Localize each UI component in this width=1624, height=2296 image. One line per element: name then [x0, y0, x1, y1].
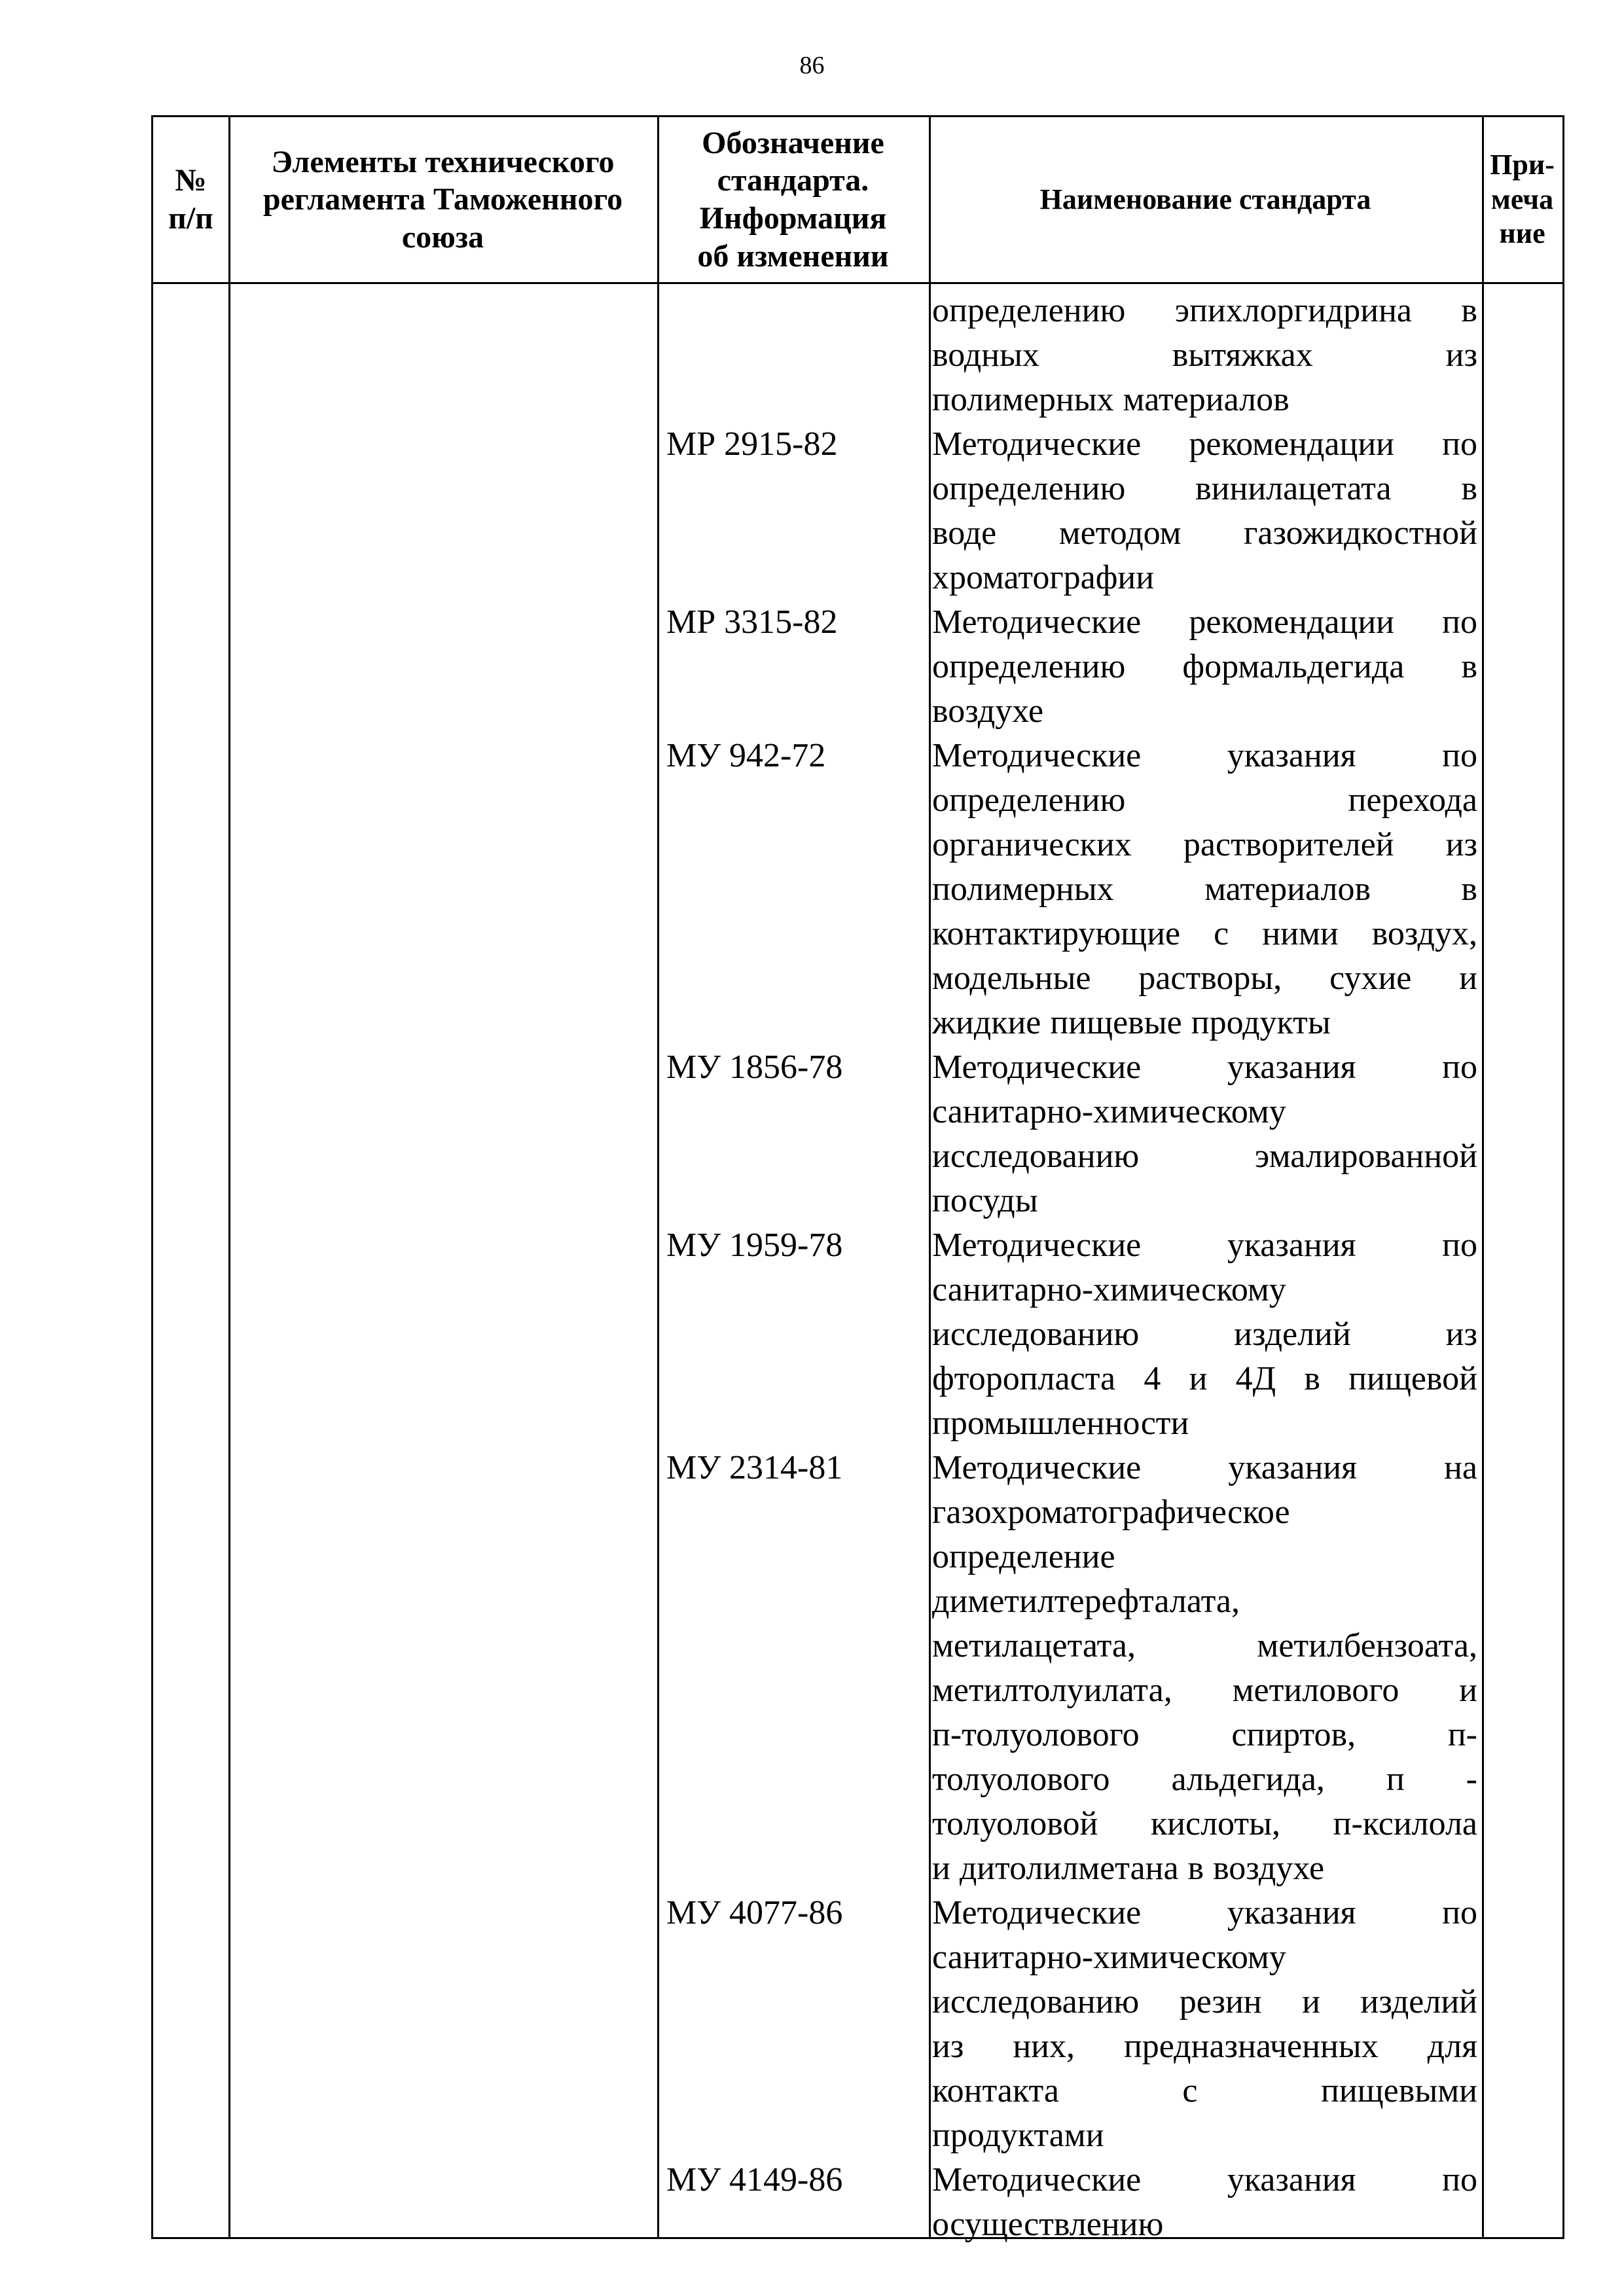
word: Методические — [932, 603, 1142, 641]
header-designation-line: Обозначение — [702, 125, 884, 160]
word: санитарно-химическому — [932, 1939, 1286, 1976]
word: указания — [1227, 1227, 1356, 1264]
header-notes-line: При- — [1490, 148, 1555, 181]
header-divider — [153, 282, 1562, 284]
word: пищевыми — [1320, 2072, 1477, 2109]
word: пищевой — [1348, 1360, 1477, 1397]
standard-name-line — [932, 867, 1477, 912]
standard-name-line — [932, 1891, 1477, 1935]
word: растворителей — [1183, 826, 1394, 863]
word: диметилтерефталата, — [932, 1583, 1240, 1620]
word: органических — [932, 826, 1132, 863]
word: методом — [1058, 514, 1182, 552]
word: винилацетата — [1195, 470, 1392, 507]
word: Методические — [932, 737, 1142, 774]
header-elements-line: Элементы технического — [271, 144, 615, 179]
standard-name-line — [932, 2202, 1477, 2247]
header-number-line: п/п — [168, 201, 213, 236]
standard-name-line — [932, 378, 1477, 422]
word: растворы, — [1138, 960, 1282, 997]
word: и — [1459, 960, 1477, 997]
word: модельные — [932, 960, 1091, 997]
word: толуолового — [932, 1761, 1110, 1798]
standard-name-line — [932, 1579, 1477, 1624]
word: контакта — [932, 2072, 1059, 2109]
word: вытяжках — [1172, 336, 1313, 374]
word: перехода — [1348, 781, 1477, 819]
word: санитарно-химическому — [932, 1271, 1286, 1308]
word: п-толуолового — [932, 1716, 1140, 1753]
word: изделий — [1234, 1316, 1351, 1353]
standard-code: МР 3315-82 — [666, 603, 838, 641]
standard-code: МУ 4149-86 — [666, 2161, 843, 2198]
standard-name-line — [932, 689, 1477, 734]
word: сухие — [1329, 960, 1412, 997]
word: продукты — [1191, 1004, 1331, 1041]
word: и — [932, 1850, 950, 1887]
word: изделий — [1360, 1983, 1477, 2020]
standard-name-line — [932, 956, 1477, 1001]
word: ними — [1262, 915, 1339, 952]
word: фторопласта — [932, 1360, 1116, 1397]
header-name-line: Наименование стандарта — [1039, 183, 1371, 215]
standard-name-line — [932, 600, 1477, 645]
word: п — [1386, 1761, 1405, 1798]
page-number: 86 — [799, 52, 825, 79]
word: промышленности — [932, 1405, 1189, 1442]
word: с — [1214, 915, 1229, 952]
standard-name-line — [932, 1134, 1477, 1179]
standard-code: МУ 2314-81 — [666, 1449, 843, 1486]
header-number — [153, 117, 228, 282]
standard-name-line — [932, 1223, 1477, 1268]
header-elements-line: союза — [401, 219, 484, 255]
word: продуктами — [932, 2117, 1104, 2154]
header-elements — [228, 117, 657, 282]
word: Методические — [932, 2161, 1142, 2198]
standard-name-line — [932, 1179, 1477, 1223]
word: спиртов, — [1231, 1716, 1356, 1753]
word: рекомендации — [1189, 603, 1394, 641]
standard-name-line — [932, 1357, 1477, 1401]
standard-code: МУ 4077-86 — [666, 1894, 843, 1931]
word: материалов — [1123, 381, 1290, 418]
word: и — [1302, 1983, 1320, 2020]
word: полимерных — [932, 870, 1114, 908]
standard-name-line — [932, 289, 1477, 333]
standard-name-line — [932, 1846, 1477, 1891]
header-elements-line: регламента Таможенного — [262, 182, 623, 217]
standard-name-line — [932, 645, 1477, 689]
standard-name-line — [932, 1446, 1477, 1490]
word: осуществлению — [932, 2206, 1164, 2243]
word: дитолилметана — [959, 1850, 1179, 1887]
word: для — [1427, 2028, 1477, 2065]
standard-names — [932, 289, 1477, 2247]
header-designation-line: Информация — [699, 201, 887, 236]
word: формальдегида — [1182, 648, 1405, 685]
word: кислоты, — [1150, 1805, 1281, 1842]
word: эмалированной — [1254, 1138, 1477, 1175]
word: в — [1461, 648, 1477, 685]
standard-name-line — [932, 333, 1477, 378]
standard-name-line — [932, 1802, 1477, 1846]
column-divider — [929, 117, 931, 2237]
word: Методические — [932, 1049, 1142, 1086]
header-notes-line: ние — [1499, 217, 1545, 250]
word: метилбензоата, — [1257, 1627, 1477, 1664]
word: указания — [1227, 737, 1356, 774]
word: посуды — [932, 1182, 1038, 1219]
standard-name-line — [932, 2069, 1477, 2113]
word: воздухе — [1213, 1850, 1325, 1887]
standard-name-line — [932, 778, 1477, 823]
standard-name-line — [932, 1535, 1477, 1579]
word: газожидкостной — [1244, 514, 1477, 552]
word: в — [1461, 470, 1477, 507]
standard-name-line — [932, 1090, 1477, 1134]
standard-name-line — [932, 511, 1477, 556]
standard-code: МУ 1856-78 — [666, 1049, 843, 1086]
standard-name-line — [932, 1490, 1477, 1535]
standard-name-line — [932, 1045, 1477, 1090]
word: пищевые — [1050, 1004, 1182, 1041]
word: указания — [1228, 1449, 1358, 1486]
word: Методические — [932, 425, 1142, 463]
word: определение — [932, 1538, 1115, 1575]
standard-name-line — [932, 422, 1477, 467]
word: в — [1461, 870, 1477, 908]
word: по — [1442, 1227, 1477, 1264]
word: - — [1466, 1761, 1477, 1798]
word: из — [932, 2028, 964, 2065]
word: полимерных — [932, 381, 1114, 418]
word: метилацетата, — [932, 1627, 1136, 1664]
word: исследованию — [932, 1138, 1140, 1175]
word: п-ксилола — [1333, 1805, 1477, 1842]
standard-name-line — [932, 2113, 1477, 2158]
word: по — [1442, 603, 1477, 641]
word: жидкие — [932, 1004, 1041, 1041]
standard-code: МУ 1959-78 — [666, 1227, 843, 1264]
column-divider — [228, 117, 230, 2237]
standard-name-line — [932, 556, 1477, 600]
word: 4Д — [1235, 1360, 1276, 1397]
word: метилтолуилата, — [932, 1672, 1172, 1709]
word: по — [1442, 737, 1477, 774]
word: санитарно-химическому — [932, 1093, 1286, 1130]
word: по — [1442, 1049, 1477, 1086]
standard-name-line — [932, 1980, 1477, 2024]
column-divider — [657, 117, 659, 2237]
word: п- — [1447, 1716, 1477, 1753]
standard-name-line — [932, 2158, 1477, 2202]
standard-name-line — [932, 1312, 1477, 1357]
header-notes — [1482, 117, 1562, 282]
word: с — [1182, 2072, 1198, 2109]
word: воздух, — [1371, 915, 1477, 952]
word: воде — [932, 514, 997, 552]
word: и — [1459, 1672, 1477, 1709]
word: из — [1445, 1316, 1477, 1353]
header-name — [929, 117, 1482, 282]
standard-name-line — [932, 734, 1477, 778]
word: определению — [932, 648, 1126, 685]
standard-name-line — [932, 1401, 1477, 1446]
word: предназначенных — [1123, 2028, 1379, 2065]
word: альдегида, — [1171, 1761, 1325, 1798]
standard-name-line — [932, 1713, 1477, 1757]
word: в — [1304, 1360, 1320, 1397]
word: исследованию — [932, 1316, 1140, 1353]
word: и — [1189, 1360, 1208, 1397]
standard-code: МР 2915-82 — [666, 425, 838, 463]
standard-code: МУ 942-72 — [666, 737, 826, 774]
word: по — [1442, 1894, 1477, 1931]
word: по — [1442, 425, 1477, 463]
word: указания — [1227, 1894, 1356, 1931]
standard-name-line — [932, 1668, 1477, 1713]
word: Методические — [932, 1449, 1142, 1486]
word: рекомендации — [1189, 425, 1394, 463]
word: в — [1187, 1850, 1204, 1887]
standard-name-line — [932, 1001, 1477, 1045]
word: определению — [932, 781, 1126, 819]
word: эпихлоргидрина — [1174, 292, 1412, 329]
word: них, — [1013, 2028, 1075, 2065]
word: определению — [932, 292, 1126, 329]
word: газохроматографическое — [932, 1494, 1290, 1531]
word: указания — [1227, 1049, 1356, 1086]
standards-table — [151, 115, 1564, 2243]
word: резин — [1179, 1983, 1262, 2020]
word: воздухе — [932, 692, 1044, 730]
column-divider — [1482, 117, 1484, 2237]
word: по — [1442, 2161, 1477, 2198]
word: из — [1445, 826, 1477, 863]
word: Методические — [932, 1894, 1142, 1931]
word: Методические — [932, 1227, 1142, 1264]
standard-name-line — [932, 467, 1477, 511]
word: метилового — [1232, 1672, 1399, 1709]
header-notes-line: меча — [1490, 183, 1554, 215]
word: контактирующие — [932, 915, 1181, 952]
word: из — [1445, 336, 1477, 374]
word: толуоловой — [932, 1805, 1098, 1842]
word: определению — [932, 470, 1126, 507]
word: материалов — [1204, 870, 1371, 908]
word: водных — [932, 336, 1039, 374]
standard-name-line — [932, 823, 1477, 867]
word: в — [1461, 292, 1477, 329]
standard-name-line — [932, 2024, 1477, 2069]
header-designation — [657, 117, 929, 282]
standard-name-line — [932, 1268, 1477, 1312]
word: на — [1444, 1449, 1477, 1486]
header-designation-line: об изменении — [697, 238, 889, 274]
standard-name-line — [932, 912, 1477, 956]
standard-name-line — [932, 1624, 1477, 1668]
word: исследованию — [932, 1983, 1140, 2020]
standard-name-line — [932, 1935, 1477, 1980]
word: 4 — [1144, 1360, 1161, 1397]
header-designation-line: стандарта. — [717, 163, 869, 198]
word: хроматографии — [932, 559, 1155, 596]
header-number-line: № — [175, 163, 207, 198]
word: указания — [1227, 2161, 1356, 2198]
standard-name-line — [932, 1757, 1477, 1802]
